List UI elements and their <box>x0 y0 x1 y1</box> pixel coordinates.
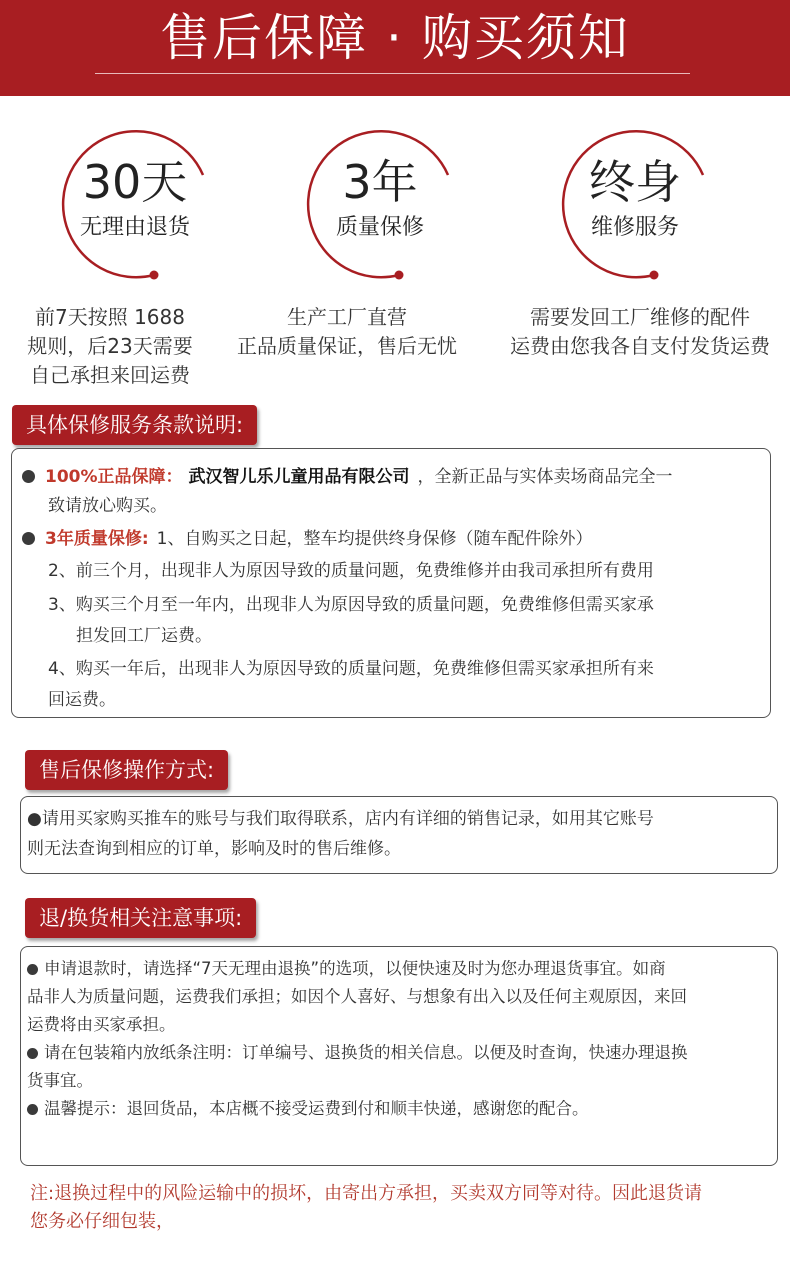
packaging-note: 注:退换过程中的风险运输中的损坏，由寄出方承担，买卖双方同等对待。因此退货请 您务必仔细包装， <box>30 1183 703 1232</box>
badge-caption-return: 前7天按照 1688 规则，后23天需要 自己承担来回运费 <box>27 305 193 387</box>
section-tag-return-notes: 退/换货相关注意事项: <box>25 898 256 938</box>
section-tag-service-method: 售后保修操作方式: <box>25 750 228 790</box>
return-note-1: 申请退款时，请选择“7天无理由退换”的选项，以便快速及时为您办理退货事宜。如商 <box>27 956 666 982</box>
bullet-icon <box>27 1048 38 1059</box>
warranty-3-year-line: 3年质量保修: 1、自购买之日起，整车均提供终身保修（随车配件除外） <box>22 526 592 552</box>
company-name: 武汉智儿乐儿童用品有限公司 <box>188 467 410 487</box>
badge-small-text: 质量保修 <box>335 215 424 240</box>
badge-big-text: 3年 <box>342 155 418 209</box>
genuine-guarantee-label: 100%正品保障： <box>45 467 183 487</box>
badge-lifetime-repair <box>550 125 720 290</box>
badge-30-day-return <box>50 125 220 290</box>
badge-big-text: 终身 <box>589 155 681 209</box>
header-banner <box>0 0 790 96</box>
warranty-3-year-label: 3年质量保修: <box>45 529 149 549</box>
bullet-icon <box>27 964 38 975</box>
bullet-icon <box>22 532 35 545</box>
badge-caption-warranty: 生产工厂直营 正品质量保证，售后无忧 <box>237 305 457 358</box>
genuine-guarantee-line: 100%正品保障： 武汉智儿乐儿童用品有限公司 ，全新正品与实体卖场商品完全一 <box>22 464 673 490</box>
badge-small-text: 无理由退货 <box>79 215 190 240</box>
badge-big-text: 30天 <box>82 155 188 209</box>
page-title: 售后保障 · 购买须知 <box>160 9 630 67</box>
badge-small-text: 维修服务 <box>590 215 679 240</box>
return-note-3: 温馨提示：退回货品，本店概不接受运费到付和顺丰快递，感谢您的配合。 <box>27 1096 589 1122</box>
title-underline <box>95 73 690 74</box>
badge-caption-repair: 需要发回工厂维修的配件 运费由您我各自支付发货运费 <box>510 305 770 358</box>
bullet-icon <box>22 470 35 483</box>
section-tag-warranty-terms: 具体保修服务条款说明: <box>12 405 257 445</box>
bullet-icon <box>27 1104 38 1115</box>
return-note-2: 请在包装箱内放纸条注明：订单编号、退换货的相关信息。以便及时查询，快速办理退换 <box>27 1040 688 1066</box>
badge-3-year-warranty <box>295 125 465 290</box>
